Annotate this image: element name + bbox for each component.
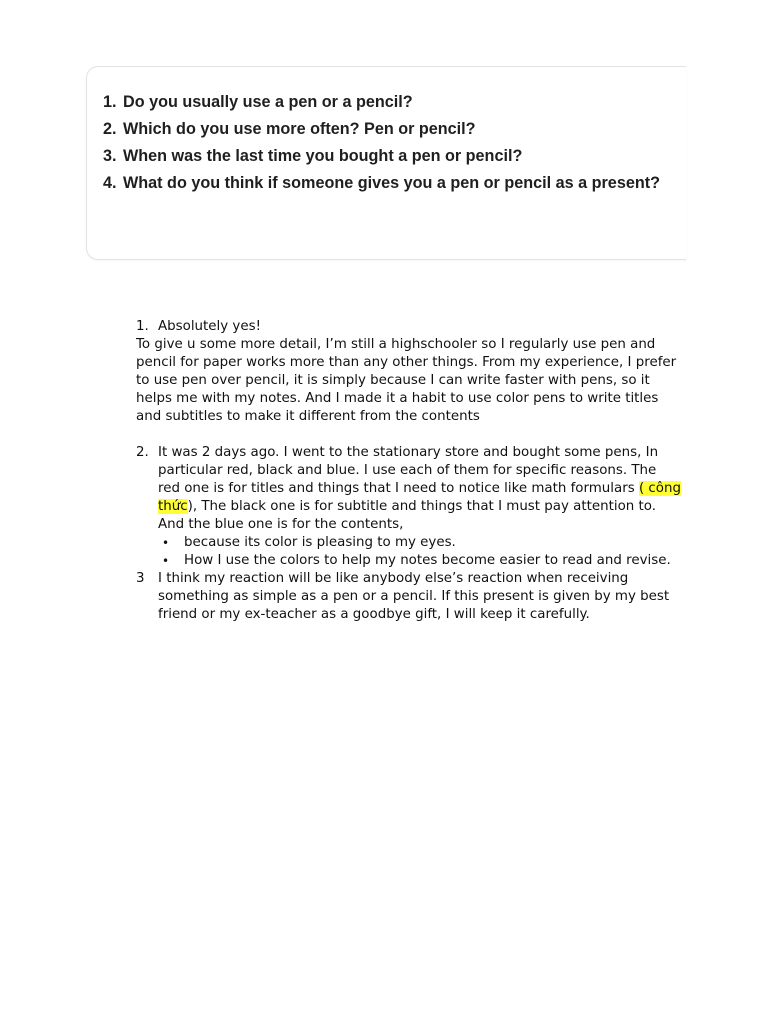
bullet-text: How I use the colors to help my notes become easier to read and revise. <box>184 553 671 568</box>
answer-3 <box>136 570 681 624</box>
answer-2 <box>136 444 681 534</box>
question-item <box>103 170 663 197</box>
answer-number: 3 <box>136 571 145 586</box>
question-number: 3. <box>103 147 117 165</box>
answers-body <box>136 318 681 624</box>
question-list <box>103 89 663 197</box>
highlighted-text: ( công thức <box>158 481 681 514</box>
answer-number: 2. <box>136 445 149 460</box>
answer-1-paragraph: To give u some more detail, I’m still a highschooler so I regularly use pen and pencil for paper works more than any other things. From my experience, I prefer to use pen over pencil, it is simply because I can write faster with pens, so it helps me with my notes. And I made it a habit to use color pens to write titles and subtitles to make it different from the contents <box>136 337 677 424</box>
bullet-item <box>162 534 681 552</box>
question-number: 2. <box>103 120 117 138</box>
answer-3-paragraph: I think my reaction will be like anybody else’s reaction when receiving something as simple as a pen or a pencil. If this present is given by my best friend or my ex-teacher as a goodbye gift, I will keep it carefully. <box>158 571 670 622</box>
question-item <box>103 89 663 116</box>
answer-number: 1. <box>136 319 149 334</box>
question-item <box>103 143 663 170</box>
question-card <box>86 66 686 260</box>
question-text: Which do you use more often? Pen or pencil? <box>123 120 476 138</box>
question-text: What do you think if someone gives you a pen or pencil as a present? <box>123 174 660 192</box>
answer-2-paragraph <box>158 444 681 534</box>
question-text: Do you usually use a pen or a pencil? <box>123 93 413 111</box>
question-number: 1. <box>103 93 117 111</box>
question-number: 4. <box>103 174 117 192</box>
bullet-text: because its color is pleasing to my eyes. <box>184 535 456 550</box>
bullet-icon: • <box>162 536 170 550</box>
answer-2-text-before: It was 2 days ago. I went to the stationary store and bought some pens, In particular red, black and blue. I use each of them for specific reasons. The red one is for titles and things that I need to notice like math formulars <box>158 445 659 496</box>
paragraph-gap <box>136 426 681 444</box>
bullet-icon: • <box>162 554 170 568</box>
question-text: When was the last time you bought a pen or pencil? <box>123 147 523 165</box>
answer-1-head-text: Absolutely yes! <box>158 319 261 334</box>
answer-2-bullet-list <box>162 534 681 570</box>
answer-2-text-after: ), The black one is for subtitle and things that I must pay attention to. And the blue one is for the contents, <box>158 499 656 532</box>
answer-1-heading <box>136 318 681 336</box>
bullet-item <box>162 552 681 570</box>
question-item <box>103 116 663 143</box>
